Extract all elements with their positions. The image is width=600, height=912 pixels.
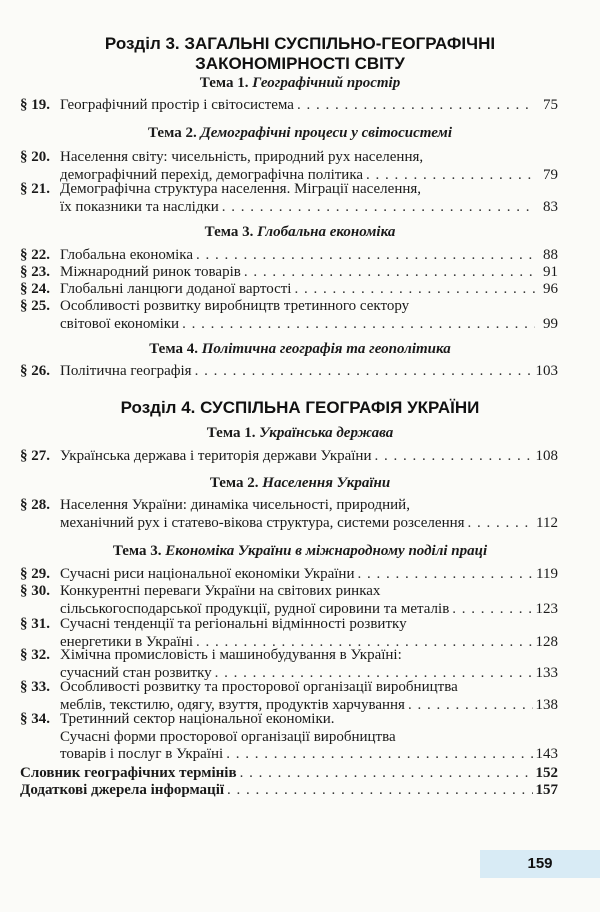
toc-entry[interactable]: § 34. Третинний сектор національної економіки. Сучасні форми просторової організації виробництва товарів і послуг в Україні . . . 143 — [20, 711, 558, 764]
theme-heading: Тема 2. Демографічні процеси у світосистемі — [148, 125, 452, 141]
theme-heading: Тема 4. Політична географія та геополітика — [149, 341, 451, 357]
theme-heading: Тема 3. Економіка України в міжнародному поділі праці — [112, 543, 488, 559]
toc-entry[interactable]: § 32. Хімічна промисловість і машинобудування в Україні: сучасний стан розвитку . . . 133 — [20, 647, 558, 682]
toc-appendix-sources[interactable]: Додаткові джерела інформації . . . 157 — [20, 782, 558, 800]
toc-entry[interactable]: § 23. Міжнародний ринок товарів . . . 91 — [20, 264, 558, 282]
toc-entry[interactable]: § 21. Демографічна структура населення. Міграції населення, їх показники та наслідки . . . 83 — [20, 181, 558, 216]
section-3-title-line-1: Розділ 3. ЗАГАЛЬНІ СУСПІЛЬНО-ГЕОГРАФІЧНІ — [104, 34, 496, 53]
toc-entry[interactable]: § 24. Глобальні ланцюги доданої вартості . . . 96 — [20, 281, 558, 299]
theme-heading: Тема 1. Географічний простір — [199, 75, 401, 91]
toc-entry[interactable]: § 26. Політична географія . . . 103 — [20, 363, 558, 381]
section-3-title-line-2: ЗАКОНОМІРНОСТІ СВІТУ — [195, 54, 405, 73]
toc-entry[interactable]: § 19. Географічний простір і світосистема . . . 75 — [20, 97, 558, 115]
toc-appendix-glossary[interactable]: Словник географічних термінів . . . 152 — [20, 765, 558, 783]
toc-entry[interactable]: § 20. Населення світу: чисельність, природний рух населення, демографічний перехід, демографічна політика . . . 79 — [20, 149, 558, 184]
toc-entry[interactable]: § 30. Конкурентні переваги України на світових ринках сільськогосподарської продукції, рудної сировини та металів . . . 123 — [20, 583, 558, 618]
toc-entry[interactable]: § 25. Особливості розвитку виробництв третинного сектору світової економіки . . . 99 — [20, 298, 558, 333]
toc-entry[interactable]: § 27. Українська держава і територія держави України . . . 108 — [20, 448, 558, 466]
toc-entry[interactable]: § 22. Глобальна економіка . . . 88 — [20, 247, 558, 265]
theme-heading: Тема 1. Українська держава — [206, 425, 394, 441]
section-4-title: Розділ 4. СУСПІЛЬНА ГЕОГРАФІЯ УКРАЇНИ — [120, 398, 480, 417]
theme-heading: Тема 2. Населення України — [209, 475, 391, 491]
toc-entry[interactable]: § 29. Сучасні риси національної економіки України . . . 119 — [20, 566, 558, 584]
toc-entry[interactable]: § 31. Сучасні тенденції та регіональні відмінності розвитку енергетики в Україні . . . 128 — [20, 616, 558, 651]
toc-entry[interactable]: § 33. Особливості розвитку та просторової організації виробництва меблів, текстилю, одягу, взуття, продуктів харчування . . . 138 — [20, 679, 558, 714]
toc-entry[interactable]: § 28. Населення України: динаміка чисельності, природний, механічний рух і статево-вікова структура, системи розселення . . . 112 — [20, 497, 558, 532]
theme-heading: Тема 3. Глобальна економіка — [204, 224, 396, 240]
page-number: 159 — [480, 850, 600, 878]
